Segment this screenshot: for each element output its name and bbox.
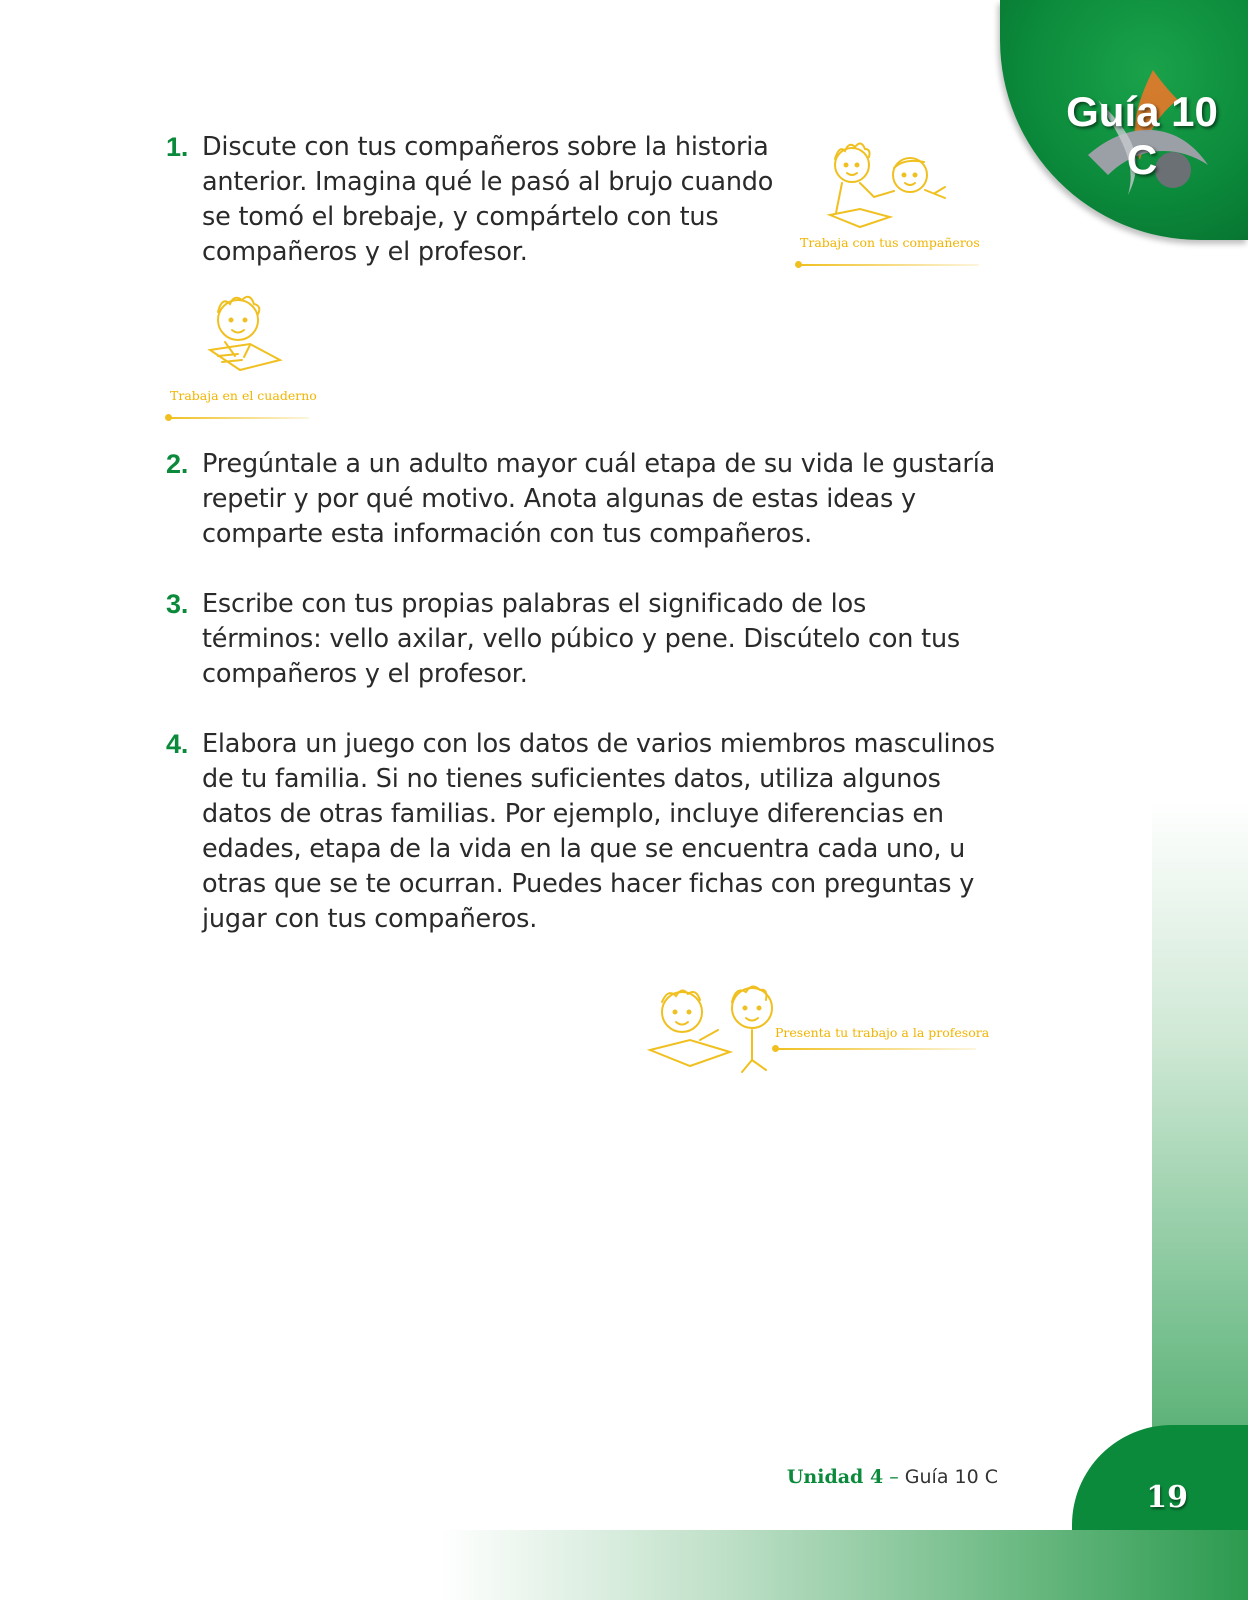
page-number: 19 [1146,1480,1188,1515]
pair-work-label: Trabaja con tus compañeros [800,235,980,250]
activity-number: 1. [166,132,189,162]
guide-corner-badge [1000,0,1248,240]
activity-number: 2. [166,449,189,479]
present-work-label: Presenta tu trabajo a la profesora [775,1025,990,1040]
present-work-illustration [640,980,1000,1080]
activity-item-2 [166,447,1006,552]
activity-item-3 [166,587,976,692]
two-children-reading-icon [820,135,950,235]
activity-text: Elabora un juego con los datos de varios miembros masculinos de tu familia. Si no tienes suficientes datos, utiliza algunos datos de otras familias. Por ejemplo, incluye diferencias en edades, etapa de la vida en la que se encuentra cada uno, u otras que se te ocurran. Puedes hacer fichas con preguntas y jugar con tus compañeros. [202,729,995,934]
activity-text: Pregúntale a un adulto mayor cuál etapa de su vida le gustaría repetir y por qué motivo. Anota algunas de estas ideas y comparte esta información con tus compañeros. [202,449,996,549]
footer-unit-guide [787,1466,998,1488]
activity-item-1 [166,130,806,270]
activity-text: Discute con tus compañeros sobre la historia anterior. Imagina qué le pasó al brujo cuando se tomó el brebaje, y compártelo con tus compañeros y el profesor. [202,132,774,267]
label-underline [169,417,309,419]
footer-separator: – [889,1466,899,1488]
activity-item-4 [166,727,996,937]
notebook-work-illustration [165,290,325,425]
activity-text: Escribe con tus propias palabras el significado de los términos: vello axilar, vello púbico y pene. Discútelo con tus compañeros y el profesor. [202,589,960,689]
notebook-work-label: Trabaja en el cuaderno [170,388,317,403]
label-underline [776,1048,976,1050]
guide-title-line2: C [1126,136,1158,183]
label-underline [799,264,979,266]
guide-title-line1: Guía 10 [1066,88,1218,135]
bottom-green-gradient-band [440,1530,1248,1600]
pair-work-illustration [795,130,995,280]
activity-number: 4. [166,729,189,759]
child-writing-notebook-icon [190,290,290,385]
footer-guide: Guía 10 C [904,1466,998,1488]
footer-unit: Unidad 4 [786,1466,884,1488]
activity-number: 3. [166,589,189,619]
guide-title [1042,88,1242,184]
